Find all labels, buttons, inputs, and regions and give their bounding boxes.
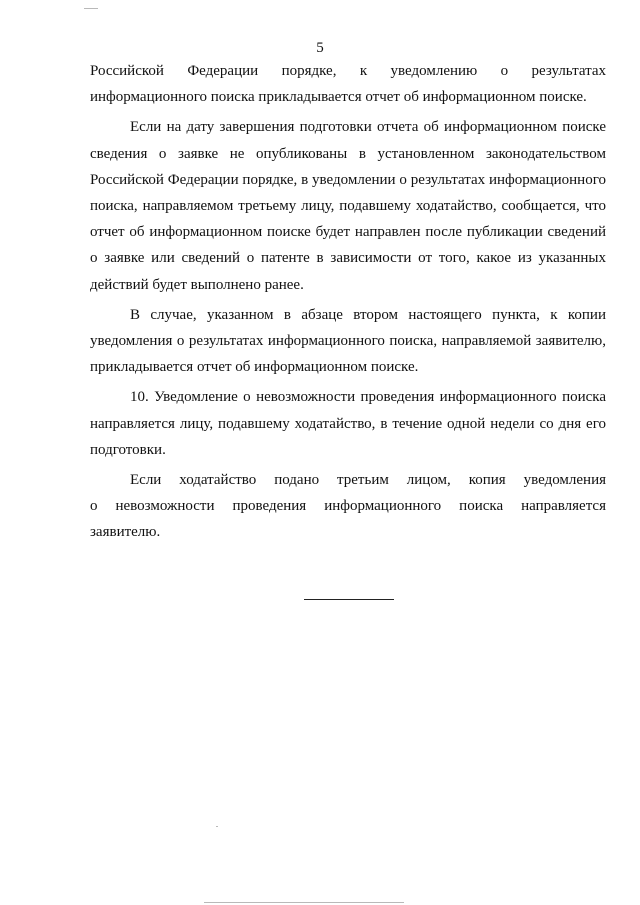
paragraph: Если ходатайство подано третьим лицом, копия уведомления о невозможности проведения информационного поиска направляется заявителю. [90, 472, 606, 541]
page-number: 5 [316, 40, 324, 56]
paragraph: Российской Федерации порядке, к уведомлению о результатах информационного поиска прикладывается отчет об информационном поиске. [90, 63, 606, 106]
scan-mark [216, 826, 218, 827]
end-separator-line [304, 599, 394, 600]
paragraph: В случае, указанном в абзаце втором настоящего пункта, к копии уведомления о результатах информационного поиска, направляемой заявителю, прикладывается отчет об информационном поиске. [90, 306, 606, 376]
scan-mark [84, 8, 98, 9]
scan-mark [204, 902, 404, 903]
paragraph: 10. Уведомление о невозможности проведения информационного поиска направляется лицу, подавшему ходатайство, в течение одной недели со дня его подготовки. [90, 389, 606, 458]
paragraph: Если на дату завершения подготовки отчета об информационном поиске сведения о заявке не опубликованы в установленном законодательством Российской Федерации порядке, в уведомлении о результатах информационного поиска, направляемом третьему лицу, подавшему ходатайство, сообщается, что отчет об информационном поиске будет направлен после публикации сведений о заявке или сведений о патенте в зависимости от того, какое из указанных действий будет выполнено ранее. [90, 119, 606, 293]
document-body [90, 58, 606, 550]
